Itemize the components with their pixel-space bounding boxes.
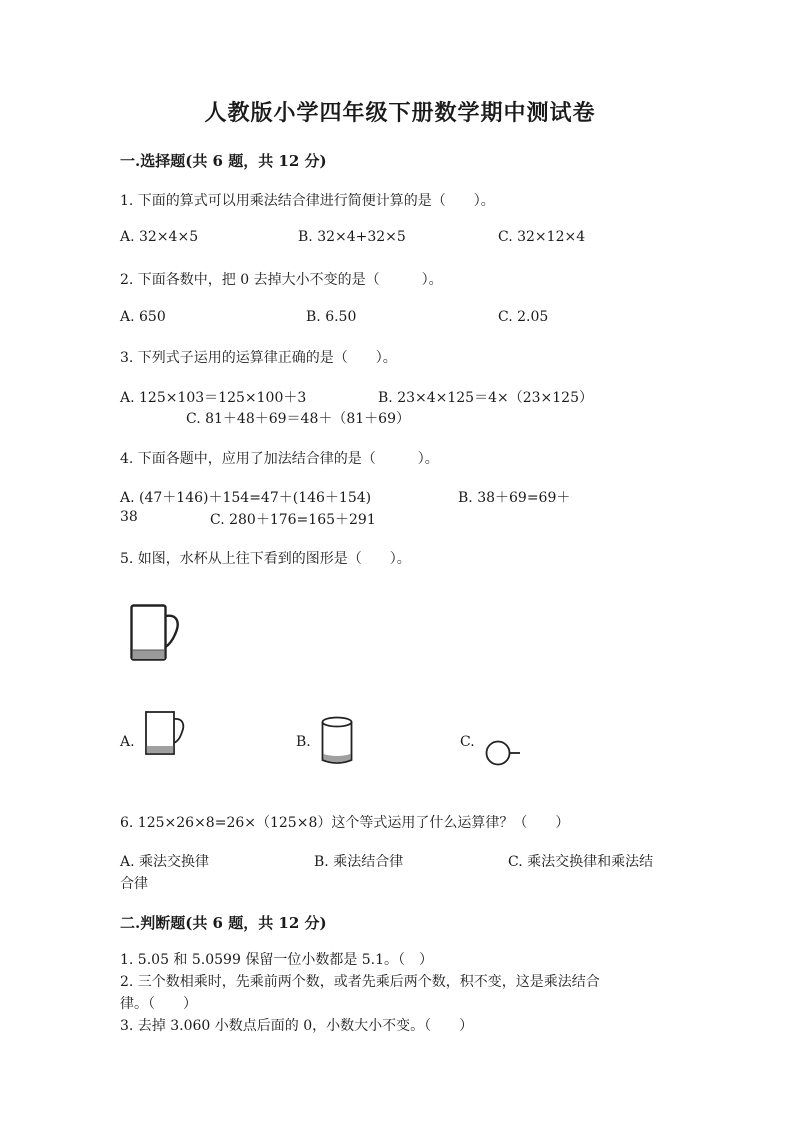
question-6-option-a: A. 乘法交换律 xyxy=(120,854,210,870)
question-3-option-b: B. 23×4×125＝4×（23×125） xyxy=(378,390,593,406)
question-6-option-c-wrap: 合律 xyxy=(120,876,148,892)
cylinder-cup-icon xyxy=(321,716,353,766)
question-1-option-c: C. 32×12×4 xyxy=(498,229,586,245)
section-heading-judgement: 二.判断题(共 6 题，共 12 分) xyxy=(120,914,327,932)
question-4-option-a: A. (47＋146)＋154=47＋(146＋154) xyxy=(120,490,372,506)
question-2-option-a: A. 650 xyxy=(120,309,166,325)
mug-icon xyxy=(145,711,185,755)
circle-with-handle-icon xyxy=(485,740,525,768)
question-1-text: 1. 下面的算式可以用乘法结合律进行简便计算的是（ ）。 xyxy=(120,193,495,209)
question-1-option-a: A. 32×4×5 xyxy=(120,229,199,245)
question-3-option-a: A. 125×103＝125×100＋3 xyxy=(120,390,307,406)
question-4-option-c: C. 280＋176=165＋291 xyxy=(210,512,376,528)
judgement-2-text-wrap: 律。（ ） xyxy=(120,996,197,1012)
question-5-option-b: B. xyxy=(296,734,311,750)
question-4-option-b: B. 38＋69=69＋ xyxy=(458,490,571,506)
judgement-2-text: 2. 三个数相乘时，先乘前两个数，或者先乘后两个数，积不变，这是乘法结合 xyxy=(120,974,600,990)
question-5-option-a: A. xyxy=(120,734,135,750)
mug-icon xyxy=(130,604,182,662)
section-heading-choice: 一.选择题(共 6 题，共 12 分) xyxy=(120,152,327,170)
question-6-option-b: B. 乘法结合律 xyxy=(314,854,404,870)
question-6-text: 6. 125×26×8=26×（125×8）这个等式运用了什么运算律？（ ） xyxy=(120,815,570,831)
judgement-1-text: 1. 5.05 和 5.0599 保留一位小数都是 5.1。（ ） xyxy=(120,952,434,968)
question-1-option-b: B. 32×4+32×5 xyxy=(298,229,406,245)
judgement-3-text: 3. 去掉 3.060 小数点后面的 0，小数大小不变。（ ） xyxy=(120,1018,474,1034)
question-2-option-c: C. 2.05 xyxy=(498,309,549,325)
question-4-option-b-wrap: 38 xyxy=(120,509,138,525)
question-2-text: 2. 下面各数中，把 0 去掉大小不变的是（ ）。 xyxy=(120,272,443,288)
page-title: 人教版小学四年级下册数学期中测试卷 xyxy=(204,100,596,126)
question-5-option-c: C. xyxy=(460,734,475,750)
question-5-text: 5. 如图，水杯从上往下看到的图形是（ ）。 xyxy=(120,551,411,567)
question-2-option-b: B. 6.50 xyxy=(306,309,357,325)
question-6-option-c: C. 乘法交换律和乘法结 xyxy=(508,854,654,870)
question-3-option-c: C. 81＋48＋69＝48＋（81＋69） xyxy=(186,411,410,427)
question-4-text: 4. 下面各题中，应用了加法结合律的是（ ）。 xyxy=(120,451,439,467)
question-3-text: 3. 下列式子运用的运算律正确的是（ ）。 xyxy=(120,350,397,366)
